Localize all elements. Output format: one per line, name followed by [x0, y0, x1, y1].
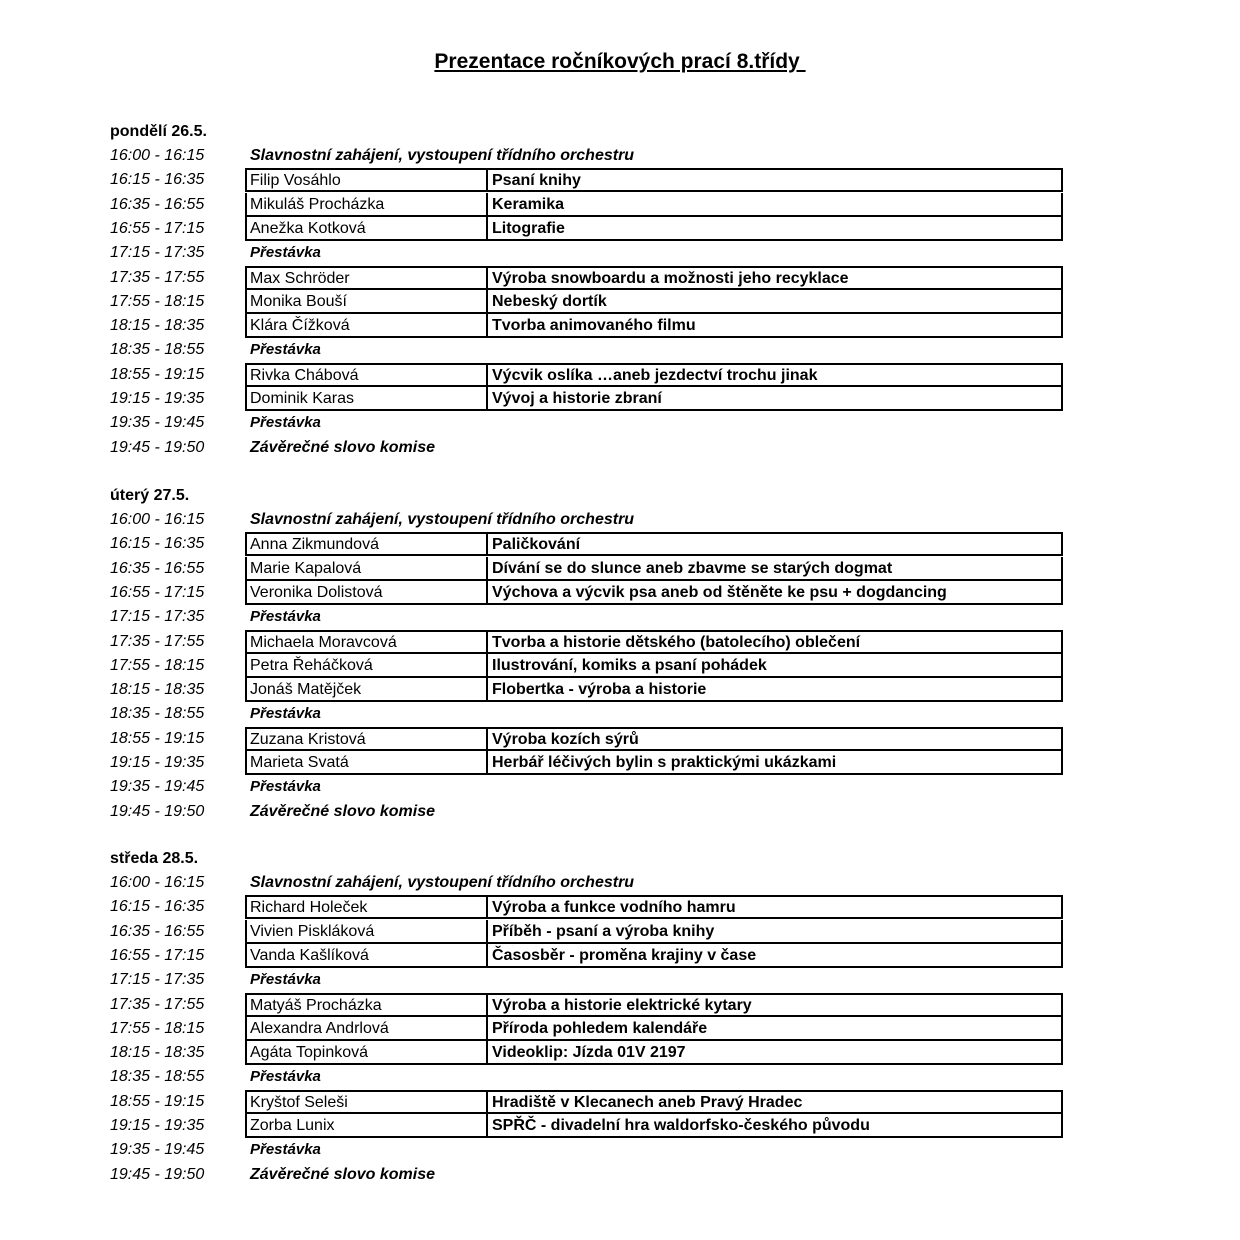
presentation-topic: Paličkování — [486, 532, 1063, 556]
presentation-row — [0, 363, 1240, 387]
time-slot: 17:35 - 17:55 — [110, 268, 205, 286]
break-label: Přestávka — [250, 414, 321, 432]
student-name: Monika Bouší — [245, 290, 488, 314]
student-name: Anežka Kotková — [245, 217, 488, 241]
time-slot: 18:55 - 19:15 — [110, 1092, 205, 1110]
time-slot: 19:45 - 19:50 — [110, 1165, 205, 1183]
time-slot: 19:15 - 19:35 — [110, 1117, 205, 1134]
opening-row — [0, 871, 1240, 895]
opening-text: Slavnostní zahájení, vystoupení třídního orchestru — [250, 874, 635, 891]
time-slot: 17:55 - 18:15 — [110, 292, 205, 310]
time-slot: 17:15 - 17:35 — [110, 608, 205, 626]
closing-row — [0, 436, 1240, 460]
presentation-topic: Hradiště v Klecanech aneb Pravý Hradec — [486, 1090, 1063, 1114]
time-slot: 16:35 - 16:55 — [110, 922, 205, 940]
opening-row — [0, 144, 1240, 168]
presentation-topic: Výroba kozích sýrů — [486, 727, 1063, 751]
student-name: Mikuláš Procházka — [245, 193, 488, 217]
presentation-topic: Vývoj a historie zbraní — [486, 387, 1063, 411]
break-label: Přestávka — [250, 778, 321, 796]
time-slot: 17:15 - 17:35 — [110, 971, 205, 989]
presentation-row — [0, 1017, 1240, 1041]
break-label: Přestávka — [250, 1141, 321, 1159]
student-name: Rivka Chábová — [245, 363, 488, 387]
presentation-row — [0, 751, 1240, 775]
student-name: Alexandra Andrlová — [245, 1017, 488, 1041]
time-slot: 16:15 - 16:35 — [110, 535, 205, 553]
time-slot: 19:15 - 19:35 — [110, 390, 205, 407]
break-row — [0, 702, 1240, 726]
presentation-row — [0, 266, 1240, 290]
break-label: Přestávka — [250, 705, 321, 723]
student-name: Vanda Kašlíková — [245, 944, 488, 968]
presentation-row — [0, 217, 1240, 241]
time-slot: 19:35 - 19:45 — [110, 778, 205, 796]
day-heading: pondělí 26.5. — [110, 123, 207, 140]
time-slot: 19:45 - 19:50 — [110, 438, 205, 456]
presentation-row — [0, 314, 1240, 338]
presentation-row — [0, 895, 1240, 919]
opening-text: Slavnostní zahájení, vystoupení třídního orchestru — [250, 147, 635, 164]
time-slot: 18:55 - 19:15 — [110, 365, 205, 383]
break-label: Přestávka — [250, 608, 321, 626]
time-slot: 18:15 - 18:35 — [110, 681, 205, 699]
time-slot: 16:15 - 16:35 — [110, 898, 205, 916]
presentation-topic: Časosběr - proměna krajiny v čase — [486, 944, 1063, 968]
break-row — [0, 338, 1240, 362]
time-slot: 18:15 - 18:35 — [110, 1044, 205, 1062]
time-slot: 16:00 - 16:15 — [110, 511, 205, 528]
presentation-topic: Výchova a výcvik psa aneb od štěněte ke psu + dogdancing — [486, 581, 1063, 605]
page-title: Prezentace ročníkových prací 8.třídy — [434, 50, 806, 73]
time-slot: 17:55 - 18:15 — [110, 656, 205, 674]
presentation-topic: SPŘČ - divadelní hra waldorfsko-českého původu — [486, 1114, 1063, 1138]
time-slot: 16:55 - 17:15 — [110, 946, 205, 964]
student-name: Jonáš Matějček — [245, 678, 488, 702]
time-slot: 16:00 - 16:15 — [110, 874, 205, 891]
presentation-row — [0, 1041, 1240, 1065]
break-label: Přestávka — [250, 341, 321, 359]
opening-text: Slavnostní zahájení, vystoupení třídního orchestru — [250, 511, 635, 528]
time-slot: 17:15 - 17:35 — [110, 244, 205, 262]
presentation-topic: Psaní knihy — [486, 168, 1063, 192]
presentation-topic: Litografie — [486, 217, 1063, 241]
presentation-row — [0, 944, 1240, 968]
closing-row — [0, 1163, 1240, 1187]
student-name: Zuzana Kristová — [245, 727, 488, 751]
break-row — [0, 1138, 1240, 1162]
day-heading: úterý 27.5. — [110, 487, 190, 504]
presentation-topic: Ilustrování, komiks a psaní pohádek — [486, 654, 1063, 678]
break-label: Přestávka — [250, 244, 321, 262]
presentation-row — [0, 920, 1240, 944]
presentation-row — [0, 581, 1240, 605]
time-slot: 19:15 - 19:35 — [110, 754, 205, 771]
break-row — [0, 968, 1240, 992]
break-label: Přestávka — [250, 1068, 321, 1086]
time-slot: 16:55 - 17:15 — [110, 583, 205, 601]
time-slot: 17:35 - 17:55 — [110, 632, 205, 650]
opening-row — [0, 508, 1240, 532]
presentation-topic: Dívání se do slunce aneb zbavme se starých dogmat — [486, 557, 1063, 581]
presentation-topic: Videoklip: Jízda 01V 2197 — [486, 1041, 1063, 1065]
student-name: Zorba Lunix — [245, 1114, 488, 1138]
closing-row — [0, 800, 1240, 824]
time-slot: 18:55 - 19:15 — [110, 729, 205, 747]
student-name: Marie Kapalová — [245, 557, 488, 581]
presentation-row — [0, 630, 1240, 654]
presentation-topic: Keramika — [486, 193, 1063, 217]
presentation-row — [0, 654, 1240, 678]
student-name: Veronika Dolistová — [245, 581, 488, 605]
time-slot: 19:35 - 19:45 — [110, 414, 205, 432]
time-slot: 18:15 - 18:35 — [110, 317, 205, 335]
time-slot: 18:35 - 18:55 — [110, 1068, 205, 1086]
presentation-topic: Výroba snowboardu a možnosti jeho recyklace — [486, 266, 1063, 290]
presentation-row — [0, 290, 1240, 314]
presentation-row — [0, 557, 1240, 581]
presentation-row — [0, 532, 1240, 556]
presentation-row — [0, 168, 1240, 192]
break-row — [0, 775, 1240, 799]
student-name: Filip Vosáhlo — [245, 168, 488, 192]
student-name: Anna Zikmundová — [245, 532, 488, 556]
student-name: Klára Čížková — [245, 314, 488, 338]
presentation-topic: Herbář léčivých bylin s praktickými ukázkami — [486, 751, 1063, 775]
presentation-row — [0, 1090, 1240, 1114]
time-slot: 17:35 - 17:55 — [110, 995, 205, 1013]
day-heading: středa 28.5. — [110, 850, 199, 867]
time-slot: 18:35 - 18:55 — [110, 341, 205, 359]
presentation-topic: Výroba a historie elektrické kytary — [486, 993, 1063, 1017]
presentation-topic: Výcvik oslíka …aneb jezdectví trochu jinak — [486, 363, 1063, 387]
presentation-row — [0, 1114, 1240, 1138]
time-slot: 18:35 - 18:55 — [110, 705, 205, 723]
break-row — [0, 241, 1240, 265]
student-name: Matyáš Procházka — [245, 993, 488, 1017]
presentation-row — [0, 993, 1240, 1017]
time-slot: 17:55 - 18:15 — [110, 1019, 205, 1037]
break-row — [0, 605, 1240, 629]
closing-text: Závěrečné slovo komise — [250, 802, 435, 820]
presentation-row — [0, 678, 1240, 702]
presentation-topic: Flobertka - výroba a historie — [486, 678, 1063, 702]
student-name: Marieta Svatá — [245, 751, 488, 775]
presentation-topic: Tvorba a historie dětského (batolecího) oblečení — [486, 630, 1063, 654]
student-name: Agáta Topinková — [245, 1041, 488, 1065]
closing-text: Závěrečné slovo komise — [250, 438, 435, 456]
time-slot: 16:35 - 16:55 — [110, 559, 205, 577]
student-name: Michaela Moravcová — [245, 630, 488, 654]
break-row — [0, 1065, 1240, 1089]
presentation-row — [0, 193, 1240, 217]
time-slot: 16:35 - 16:55 — [110, 195, 205, 213]
time-slot: 16:55 - 17:15 — [110, 219, 205, 237]
student-name: Kryštof Seleši — [245, 1090, 488, 1114]
presentation-row — [0, 727, 1240, 751]
time-slot: 16:15 - 16:35 — [110, 171, 205, 189]
presentation-row — [0, 387, 1240, 411]
time-slot: 19:35 - 19:45 — [110, 1141, 205, 1159]
student-name: Petra Řeháčková — [245, 654, 488, 678]
presentation-topic: Výroba a funkce vodního hamru — [486, 895, 1063, 919]
presentation-topic: Příroda pohledem kalendáře — [486, 1017, 1063, 1041]
break-row — [0, 411, 1240, 435]
student-name: Vivien Piskláková — [245, 920, 488, 944]
presentation-topic: Příběh - psaní a výroba knihy — [486, 920, 1063, 944]
student-name: Richard Holeček — [245, 895, 488, 919]
presentation-topic: Nebeský dortík — [486, 290, 1063, 314]
presentation-topic: Tvorba animovaného filmu — [486, 314, 1063, 338]
time-slot: 16:00 - 16:15 — [110, 147, 205, 164]
time-slot: 19:45 - 19:50 — [110, 802, 205, 820]
student-name: Dominik Karas — [245, 387, 488, 411]
student-name: Max Schröder — [245, 266, 488, 290]
break-label: Přestávka — [250, 971, 321, 989]
closing-text: Závěrečné slovo komise — [250, 1165, 435, 1183]
